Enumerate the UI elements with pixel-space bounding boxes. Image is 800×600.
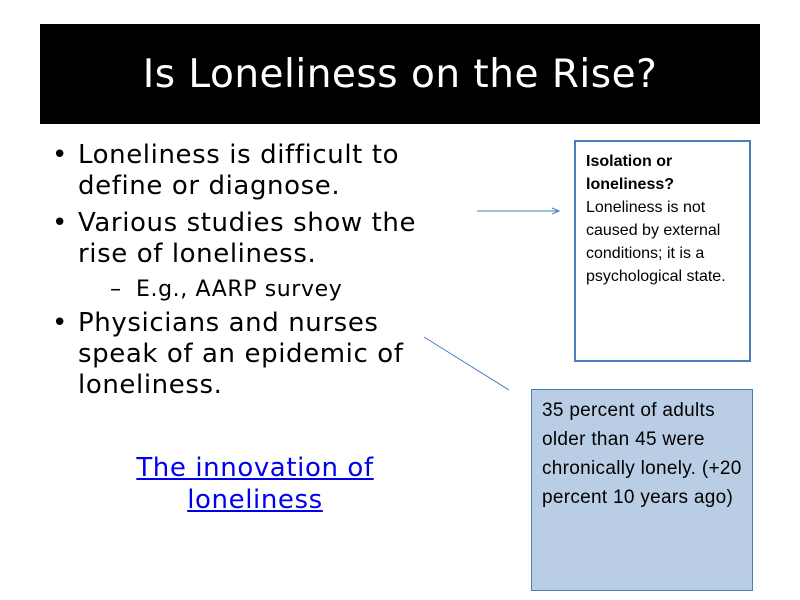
sub-bullet-item xyxy=(110,276,442,304)
title-bar xyxy=(40,24,760,124)
isolation-callout-heading: Isolation or loneliness? xyxy=(586,153,675,193)
bullet-text: Various studies show the rise of loneliness. xyxy=(78,208,417,269)
bullet-text: Loneliness is difficult to define or diagnose. xyxy=(78,140,400,201)
innovation-of-loneliness-link[interactable]: The innovation of loneliness xyxy=(136,453,374,515)
sub-bullet-marker: – xyxy=(110,277,122,302)
bullet-text: Physicians and nurses speak of an epidemic of loneliness. xyxy=(78,308,404,400)
sub-bullet-text: E.g., AARP survey xyxy=(136,277,343,302)
bullet-list xyxy=(52,140,442,407)
statistic-callout-box xyxy=(531,389,753,591)
isolation-callout-body: Loneliness is not caused by external conditions; it is a psychological state. xyxy=(586,199,726,285)
link-container xyxy=(110,452,400,516)
statistic-callout-text: 35 percent of adults older than 45 were chronically lonely. (+20 percent 10 years ago) xyxy=(542,400,742,508)
bullet-marker: • xyxy=(52,308,68,338)
isolation-callout-box xyxy=(574,140,751,362)
bullet-item xyxy=(52,308,442,401)
slide-title: Is Loneliness on the Rise? xyxy=(142,51,658,97)
bullet-item xyxy=(52,140,442,202)
bullet-item xyxy=(52,208,442,270)
bullet-marker: • xyxy=(52,208,68,238)
bullet-marker: • xyxy=(52,140,68,170)
